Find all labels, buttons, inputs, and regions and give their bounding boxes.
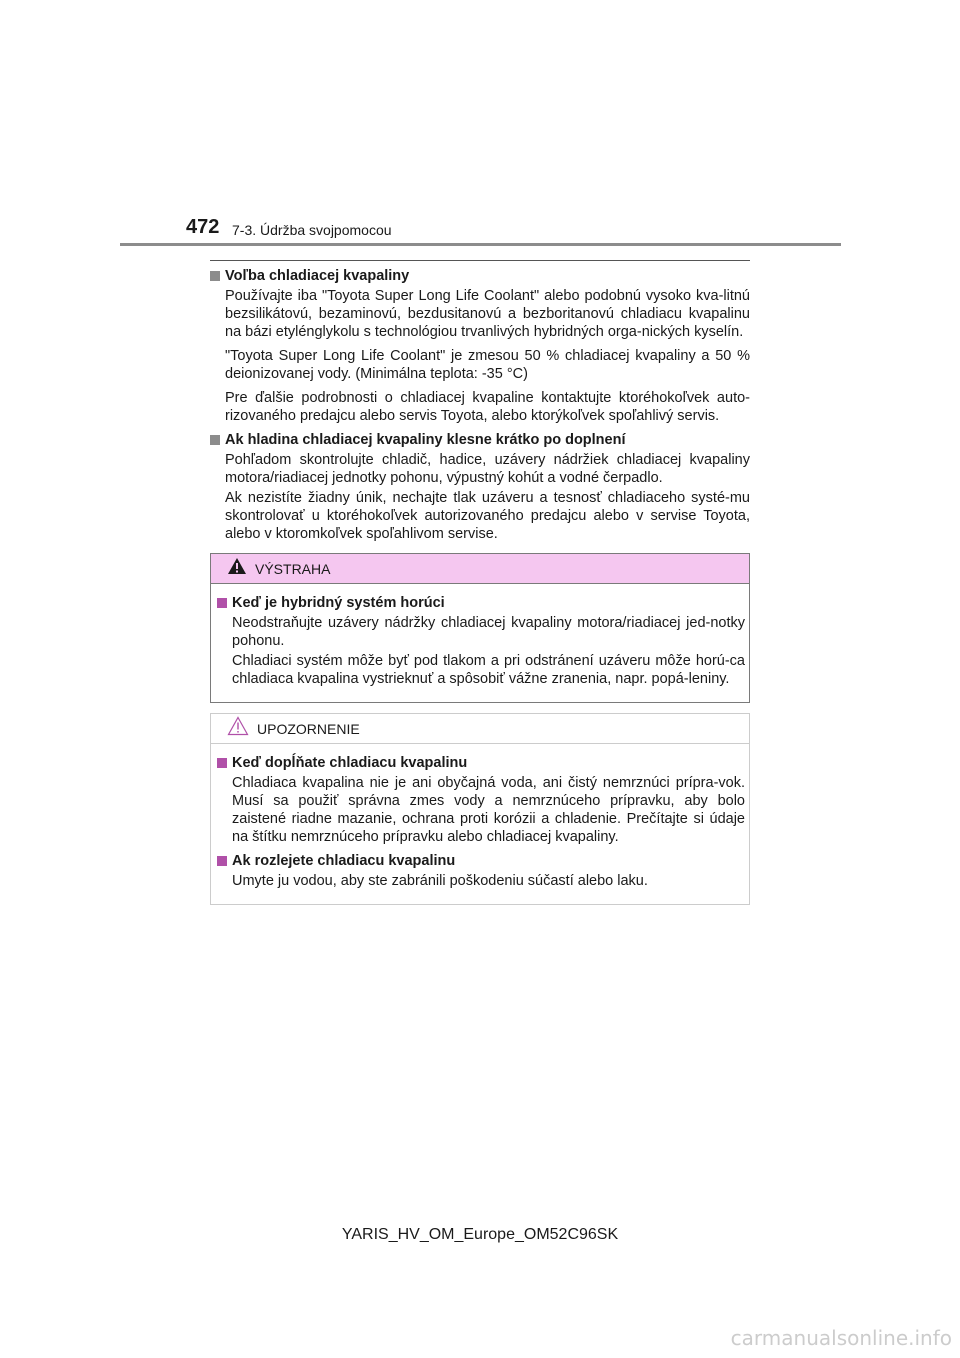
- content-top-divider: [210, 260, 750, 261]
- section-coolant-choice: [210, 267, 750, 425]
- square-bullet-icon: [210, 435, 220, 445]
- paragraph: Pre ďalšie podrobnosti o chladiacej kvapaline kontaktujte ktoréhokoľvek auto-rizovaného predajcu alebo servis Toyota, alebo ktorýkoľvek spoľahlivý servis.: [225, 390, 750, 424]
- notice-box: [210, 713, 750, 905]
- paragraph: Chladiaca kvapalina nie je ani obyčajná voda, ani čistý nemrznúci prípra-vok. Musí sa použiť správna zmes vody a nemrznúceho prípravku, aby bolo zaistené riadne mazanie, ochrana proti korózii a chladenie. Prečítajte si údaje na štítku nemrznúceho prípravku alebo chladiacej kvapaliny.: [232, 775, 745, 845]
- page-header: [0, 0, 960, 250]
- warning-box: [210, 553, 750, 703]
- paragraph: Chladiaci systém môže byť pod tlakom a pri odstránení uzáveru môže horú-ca chladiaca kvapalina vystrieknuť a spôsobiť vážne zranenia, napr. popá-leniny.: [232, 653, 745, 687]
- watermark: carmanualsonline.info: [730, 1326, 952, 1350]
- paragraph: Umyte ju vodou, aby ste zabránili poškodeniu súčastí alebo laku.: [232, 873, 648, 889]
- paragraph: Ak nezistíte žiadny únik, nechajte tlak uzáveru a tesnosť chladiaceho systé-mu skontrolovať u ktoréhokoľvek autorizovaného predajcu alebo v servise Toyota, alebo v ktoromkoľvek spoľahlivom servise.: [225, 490, 750, 542]
- square-bullet-icon: [210, 271, 220, 281]
- notice-heading: Keď dopĺňate chladiacu kvapalinu: [232, 755, 468, 771]
- paragraph: Neodstraňujte uzávery nádržky chladiacej kvapaliny motora/riadiacej jed-notky pohonu.: [232, 615, 745, 649]
- section-coolant-drop: [210, 431, 750, 543]
- page-content: [210, 260, 750, 905]
- square-bullet-icon: [217, 856, 227, 866]
- caution-triangle-icon: [227, 716, 249, 741]
- header-divider: [120, 243, 841, 246]
- section-heading: Voľba chladiacej kvapaliny: [225, 268, 410, 284]
- warning-header: [211, 554, 749, 584]
- square-bullet-icon: [217, 598, 227, 608]
- notice-title: UPOZORNENIE: [257, 720, 360, 737]
- square-bullet-icon: [217, 758, 227, 768]
- notice-heading: Ak rozlejete chladiacu kvapalinu: [232, 853, 456, 869]
- paragraph: Používajte iba "Toyota Super Long Life Coolant" alebo podobnú vysoko kva-litnú bezsilikátovú, bezaminovú, bezdusitanovú a bezboritanovú chladiacu kvapalinu na bázi etylénglykolu s technológiou trvanlivých hybridných orga-nických kyselín.: [225, 288, 750, 340]
- footer-doc-id: YARIS_HV_OM_Europe_OM52C96SK: [341, 1226, 619, 1243]
- warning-heading: Keď je hybridný systém horúci: [232, 595, 445, 611]
- paragraph: Pohľadom skontrolujte chladič, hadice, uzávery nádržiek chladiacej kvapaliny motora/riadiacej jednotky pohonu, výpustný kohút a vodné čerpadlo.: [225, 452, 750, 486]
- warning-title: VÝSTRAHA: [255, 560, 331, 577]
- paragraph: "Toyota Super Long Life Coolant" je zmesou 50 % chladiacej kvapaliny a 50 % deionizovanej vody. (Minimálna teplota: -35 °C): [225, 348, 750, 382]
- section-title: 7-3. Údržba svojpomocou: [232, 222, 392, 238]
- warning-triangle-icon: [227, 557, 247, 580]
- notice-header: [211, 714, 749, 744]
- section-heading: Ak hladina chladiacej kvapaliny klesne krátko po doplnení: [225, 432, 626, 448]
- page-number: 472: [186, 216, 220, 238]
